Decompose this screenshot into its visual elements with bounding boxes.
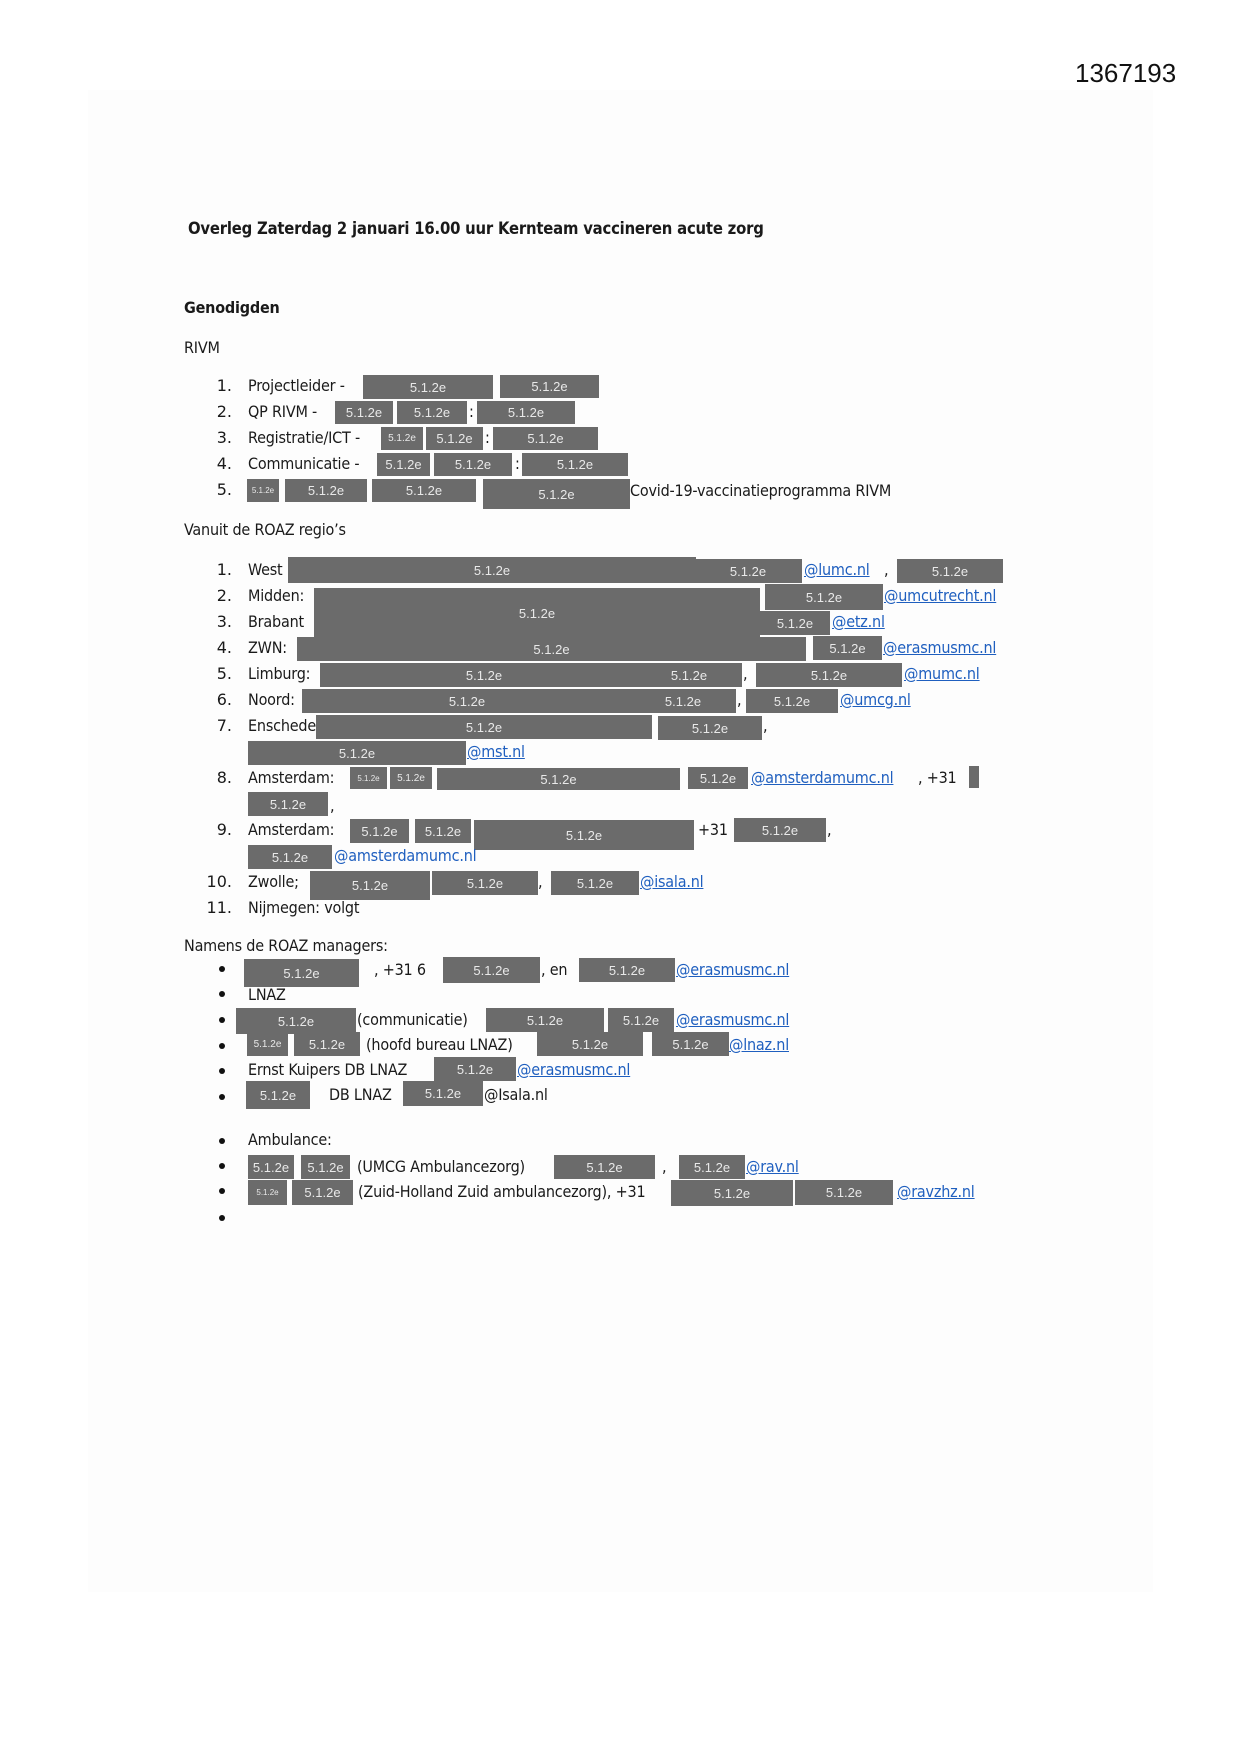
redaction-box: 5.1.2e	[630, 689, 736, 713]
redaction-box: 5.1.2e	[397, 401, 467, 424]
separator: ,	[330, 796, 335, 815]
redaction-box: 5.1.2e	[377, 453, 430, 476]
email-link-erasmusmc-communicatie[interactable]: @erasmusmc.nl	[676, 1010, 790, 1029]
redaction-box: 5.1.2e	[248, 792, 328, 816]
separator: ,	[884, 560, 889, 579]
email-link-mst[interactable]: @mst.nl	[467, 742, 525, 761]
redaction-box: 5.1.2e	[236, 1008, 356, 1034]
rivm-item-label: Registratie/ICT -	[248, 428, 360, 447]
manager-role: (communicatie)	[357, 1010, 468, 1029]
connector-text: , en	[541, 960, 568, 979]
redaction-box: 5.1.2e	[292, 1180, 353, 1205]
list-number: 3.	[216, 612, 232, 631]
list-number: 8.	[216, 768, 232, 787]
redaction-box: 5.1.2e	[350, 767, 387, 789]
email-link-umcg[interactable]: @umcg.nl	[840, 690, 911, 709]
redaction-box: 5.1.2e	[248, 741, 466, 765]
redaction-box: 5.1.2e	[426, 427, 483, 450]
separator: ,	[743, 664, 748, 683]
region-label: Amsterdam:	[248, 768, 335, 787]
redaction-box: 5.1.2e	[608, 1008, 674, 1032]
email-link-isala[interactable]: @isala.nl	[640, 872, 704, 891]
redaction-box: 5.1.2e	[897, 559, 1003, 583]
email-link-amsterdamumc-2[interactable]: @amsterdamumc.nl	[334, 846, 477, 865]
redaction-box: 5.1.2e	[434, 453, 512, 476]
redaction-box: 5.1.2e	[415, 819, 471, 843]
redaction-box: 5.1.2e	[390, 767, 432, 789]
separator: :	[515, 454, 520, 473]
separator: ,	[538, 872, 543, 891]
redaction-box: 5.1.2e	[248, 845, 332, 869]
redaction-box: 5.1.2e	[443, 957, 540, 983]
rivm-item-suffix: Covid-19-vaccinatieprogramma RIVM	[630, 481, 892, 500]
region-label: ZWN:	[248, 638, 287, 657]
redaction-box: 5.1.2e	[363, 375, 493, 399]
separator: ,	[763, 716, 768, 735]
redaction-box: 5.1.2e	[314, 588, 760, 638]
redaction-box: 5.1.2e	[248, 1155, 294, 1179]
region-label: Brabant	[248, 612, 304, 631]
redaction-box: 5.1.2e	[522, 453, 628, 476]
redaction-box	[969, 766, 979, 788]
email-link-lnaz[interactable]: @lnaz.nl	[729, 1035, 789, 1054]
redaction-box: 5.1.2e	[381, 427, 423, 450]
redaction-box: 5.1.2e	[554, 1155, 655, 1179]
redaction-box: 5.1.2e	[350, 819, 409, 843]
redaction-box: 5.1.2e	[813, 636, 882, 660]
list-number: 9.	[216, 820, 232, 839]
section-heading-managers: Namens de ROAZ managers:	[184, 936, 388, 955]
email-link-etz[interactable]: @etz.nl	[832, 612, 885, 631]
phone-prefix: +31	[698, 820, 728, 839]
redaction-box: 5.1.2e	[301, 1155, 350, 1179]
rivm-item-label: Communicatie -	[248, 454, 360, 473]
redaction-box: 5.1.2e	[636, 663, 742, 687]
redaction-box: 5.1.2e	[310, 871, 430, 900]
email-link-umcutrecht[interactable]: @umcutrecht.nl	[884, 586, 997, 605]
redaction-box: 5.1.2e	[320, 663, 648, 687]
section-heading-roaz: Vanuit de ROAZ regio’s	[184, 520, 346, 539]
bullet	[219, 1017, 225, 1023]
bullet	[219, 1094, 225, 1100]
email-link-mumc[interactable]: @mumc.nl	[904, 664, 980, 683]
redaction-box: 5.1.2e	[746, 689, 838, 713]
redaction-box: 5.1.2e	[403, 1081, 483, 1106]
phone-prefix: , +31 6	[374, 960, 426, 979]
separator: :	[469, 402, 474, 421]
redaction-box: 5.1.2e	[579, 958, 675, 982]
document-number: 1367193	[1075, 58, 1177, 88]
redaction-box: 5.1.2e	[760, 611, 830, 635]
section-heading-rivm: RIVM	[184, 338, 220, 357]
list-number: 10.	[206, 872, 232, 891]
bullet	[219, 1163, 225, 1169]
list-number: 5.	[216, 480, 232, 499]
redaction-box: 5.1.2e	[302, 689, 632, 713]
email-link-erasmusmc-kuipers[interactable]: @erasmusmc.nl	[517, 1060, 631, 1079]
redaction-box: 5.1.2e	[288, 557, 696, 583]
bullet	[219, 991, 225, 997]
redaction-box: 5.1.2e	[537, 1032, 643, 1056]
region-label: Zwolle;	[248, 872, 299, 891]
bullet	[219, 1188, 225, 1194]
region-label: Limburg:	[248, 664, 311, 683]
bullet	[219, 1215, 225, 1221]
list-number: 4.	[216, 454, 232, 473]
region-label: Enschede	[248, 716, 317, 735]
document-title: Overleg Zaterdag 2 januari 16.00 uur Kernteam vaccineren acute zorg	[188, 219, 764, 238]
redaction-box: 5.1.2e	[248, 1180, 287, 1205]
redaction-box: 5.1.2e	[372, 479, 476, 502]
manager-role: DB LNAZ	[329, 1085, 392, 1104]
redaction-box: 5.1.2e	[734, 818, 826, 842]
bullet	[219, 1068, 225, 1074]
redaction-box: 5.1.2e	[493, 427, 598, 450]
list-number: 11.	[206, 898, 232, 917]
list-number: 1.	[216, 376, 232, 395]
redaction-box: 5.1.2e	[679, 1155, 745, 1179]
region-label: Amsterdam:	[248, 820, 335, 839]
redaction-box: 5.1.2e	[246, 1081, 310, 1109]
list-number: 2.	[216, 586, 232, 605]
redaction-box: 5.1.2e	[671, 1180, 793, 1206]
region-label: Noord:	[248, 690, 295, 709]
redaction-box: 5.1.2e	[795, 1180, 893, 1205]
email-link-erasmusmc[interactable]: @erasmusmc.nl	[883, 638, 997, 657]
redaction-box: 5.1.2e	[765, 584, 883, 610]
email-link-lumc[interactable]: @lumc.nl	[804, 560, 870, 579]
separator: :	[485, 428, 490, 447]
email-link-ravzhz[interactable]: @ravzhz.nl	[897, 1182, 975, 1201]
redaction-box: 5.1.2e	[474, 820, 694, 850]
redaction-box: 5.1.2e	[335, 401, 393, 424]
redaction-box: 5.1.2e	[294, 1032, 360, 1056]
manager-role: (hoofd bureau LNAZ)	[366, 1035, 513, 1054]
phone-prefix: , +31	[918, 768, 957, 787]
redaction-box: 5.1.2e	[486, 1008, 604, 1032]
redaction-box: 5.1.2e	[247, 1032, 288, 1056]
region-label: Midden:	[248, 586, 305, 605]
list-number: 3.	[216, 428, 232, 447]
redaction-box: 5.1.2e	[652, 1032, 729, 1056]
rivm-item-label: Projectleider -	[248, 376, 345, 395]
redaction-box: 5.1.2e	[688, 767, 748, 789]
email-link-rav[interactable]: @rav.nl	[746, 1157, 799, 1176]
list-number: 4.	[216, 638, 232, 657]
email-link-amsterdamumc[interactable]: @amsterdamumc.nl	[751, 768, 894, 787]
manager-label: LNAZ	[248, 985, 286, 1004]
redaction-box: 5.1.2e	[285, 479, 367, 502]
bullet	[219, 1043, 225, 1049]
redaction-box: 5.1.2e	[297, 637, 806, 661]
email-link-erasmusmc-manager[interactable]: @erasmusmc.nl	[676, 960, 790, 979]
manager-email-plain: @Isala.nl	[484, 1085, 548, 1104]
redaction-box: 5.1.2e	[244, 959, 359, 987]
bullet	[219, 966, 225, 972]
manager-role: (Zuid-Holland Zuid ambulancezorg), +31	[358, 1182, 646, 1201]
redaction-box: 5.1.2e	[551, 871, 639, 895]
bullet	[219, 1138, 225, 1144]
manager-label: Ernst Kuipers DB LNAZ	[248, 1060, 408, 1079]
redaction-box: 5.1.2e	[500, 375, 599, 398]
manager-label: Ambulance:	[248, 1130, 332, 1149]
redaction-box: 5.1.2e	[437, 768, 680, 790]
redaction-box: 5.1.2e	[658, 716, 762, 740]
redaction-box: 5.1.2e	[477, 401, 575, 424]
list-number: 6.	[216, 690, 232, 709]
region-label: West	[248, 560, 283, 579]
separator: ,	[827, 820, 832, 839]
list-number: 2.	[216, 402, 232, 421]
list-number: 7.	[216, 716, 232, 735]
redaction-box: 5.1.2e	[483, 479, 630, 509]
redaction-box: 5.1.2e	[247, 479, 279, 502]
redaction-box: 5.1.2e	[432, 871, 538, 895]
redaction-box: 5.1.2e	[694, 559, 802, 583]
separator: ,	[737, 690, 742, 709]
redaction-box: 5.1.2e	[434, 1057, 516, 1081]
manager-role: (UMCG Ambulancezorg)	[357, 1157, 525, 1176]
list-number: 5.	[216, 664, 232, 683]
rivm-item-label: QP RIVM -	[248, 402, 318, 421]
list-number: 1.	[216, 560, 232, 579]
region-label: Nijmegen: volgt	[248, 898, 360, 917]
redaction-box: 5.1.2e	[756, 663, 902, 687]
separator: ,	[662, 1157, 667, 1176]
redaction-box: 5.1.2e	[316, 715, 652, 739]
section-heading-invited: Genodigden	[184, 298, 280, 317]
